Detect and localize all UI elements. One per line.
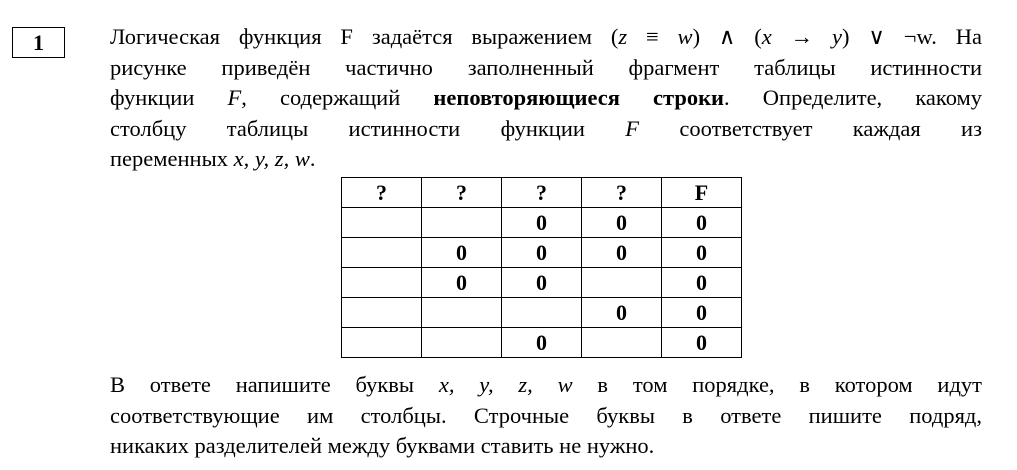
var-x: x — [761, 24, 772, 49]
table-row — [342, 208, 742, 238]
text-fragment: в том порядке, в котором идут — [572, 372, 983, 397]
header-cell-F: F — [662, 178, 742, 208]
task-number-box — [12, 27, 65, 58]
header-cell: ? — [422, 178, 502, 208]
table-header-row — [342, 178, 742, 208]
table-row — [342, 328, 742, 358]
task-statement — [110, 22, 982, 175]
and-symbol: ) ∧ ( — [692, 24, 762, 49]
header-cell: ? — [582, 178, 662, 208]
table-cell: 0 — [662, 298, 742, 328]
table-cell: 0 — [502, 328, 582, 358]
text-fragment: функции — [110, 85, 228, 110]
table-cell — [342, 268, 422, 298]
table-cell: 0 — [422, 238, 502, 268]
text-fragment: В ответе напишите буквы — [110, 372, 439, 397]
table-cell: 0 — [422, 268, 502, 298]
table-cell: 0 — [582, 298, 662, 328]
instructions-line-1 — [110, 370, 982, 401]
table-cell: 0 — [662, 268, 742, 298]
table-row — [342, 238, 742, 268]
table-cell: 0 — [582, 208, 662, 238]
task-number: 1 — [33, 29, 44, 55]
func-F: F — [625, 115, 640, 141]
table-cell — [422, 298, 502, 328]
statement-line-3 — [110, 83, 982, 114]
table-cell: 0 — [502, 268, 582, 298]
table-cell — [502, 298, 582, 328]
text-fragment: . — [309, 146, 316, 171]
implies-symbol: → — [771, 24, 833, 49]
var-w: w — [677, 24, 693, 49]
text-fragment: Логическая функция F задаётся выражением ( — [110, 24, 619, 49]
var-y: y — [832, 24, 843, 49]
table-cell: 0 — [502, 238, 582, 268]
truth-table — [341, 177, 742, 358]
bold-emphasis: неповторяющиеся строки — [433, 85, 725, 110]
table-cell: 0 — [662, 238, 742, 268]
header-cell: ? — [502, 178, 582, 208]
header-cell: ? — [342, 178, 422, 208]
table-cell — [422, 208, 502, 238]
table-cell — [422, 328, 502, 358]
instructions-line-2: соответствующие им столбцы. Строчные буквы в ответе пишите подряд, — [110, 402, 982, 428]
table-cell: 0 — [662, 208, 742, 238]
text-fragment: ) ∨ ¬w. На — [842, 24, 982, 49]
statement-line-2: рисунке приведён частично заполненный фрагмент таблицы истинности — [110, 54, 982, 80]
table-row — [342, 268, 742, 298]
table-cell — [342, 298, 422, 328]
variables-list: x, y, z, w — [233, 146, 310, 171]
variables-list: x, y, z, w — [438, 372, 573, 397]
table-cell — [342, 328, 422, 358]
text-fragment: соответствует каждая из — [639, 115, 982, 141]
statement-line-1 — [110, 22, 982, 53]
text-fragment: столбцу таблицы истинности функции — [110, 115, 626, 141]
table-cell — [582, 268, 662, 298]
table-row — [342, 298, 742, 328]
table-cell: 0 — [662, 328, 742, 358]
table-cell — [342, 208, 422, 238]
table-cell: 0 — [582, 238, 662, 268]
statement-line-4 — [110, 114, 982, 145]
table-cell: 0 — [502, 208, 582, 238]
text-fragment: . Определите, какому — [724, 85, 983, 110]
statement-line-5 — [110, 144, 982, 175]
table-cell — [582, 328, 662, 358]
instructions-line-3: никаких разделителей между буквами ставить не нужно. — [110, 433, 655, 458]
var-z: z — [618, 24, 628, 49]
text-fragment: переменных — [110, 146, 234, 171]
text-fragment: , содержащий — [241, 85, 434, 110]
equiv-symbol: ≡ — [627, 24, 678, 49]
answer-instructions — [110, 370, 982, 462]
table-cell — [342, 238, 422, 268]
func-F: F — [227, 85, 242, 110]
